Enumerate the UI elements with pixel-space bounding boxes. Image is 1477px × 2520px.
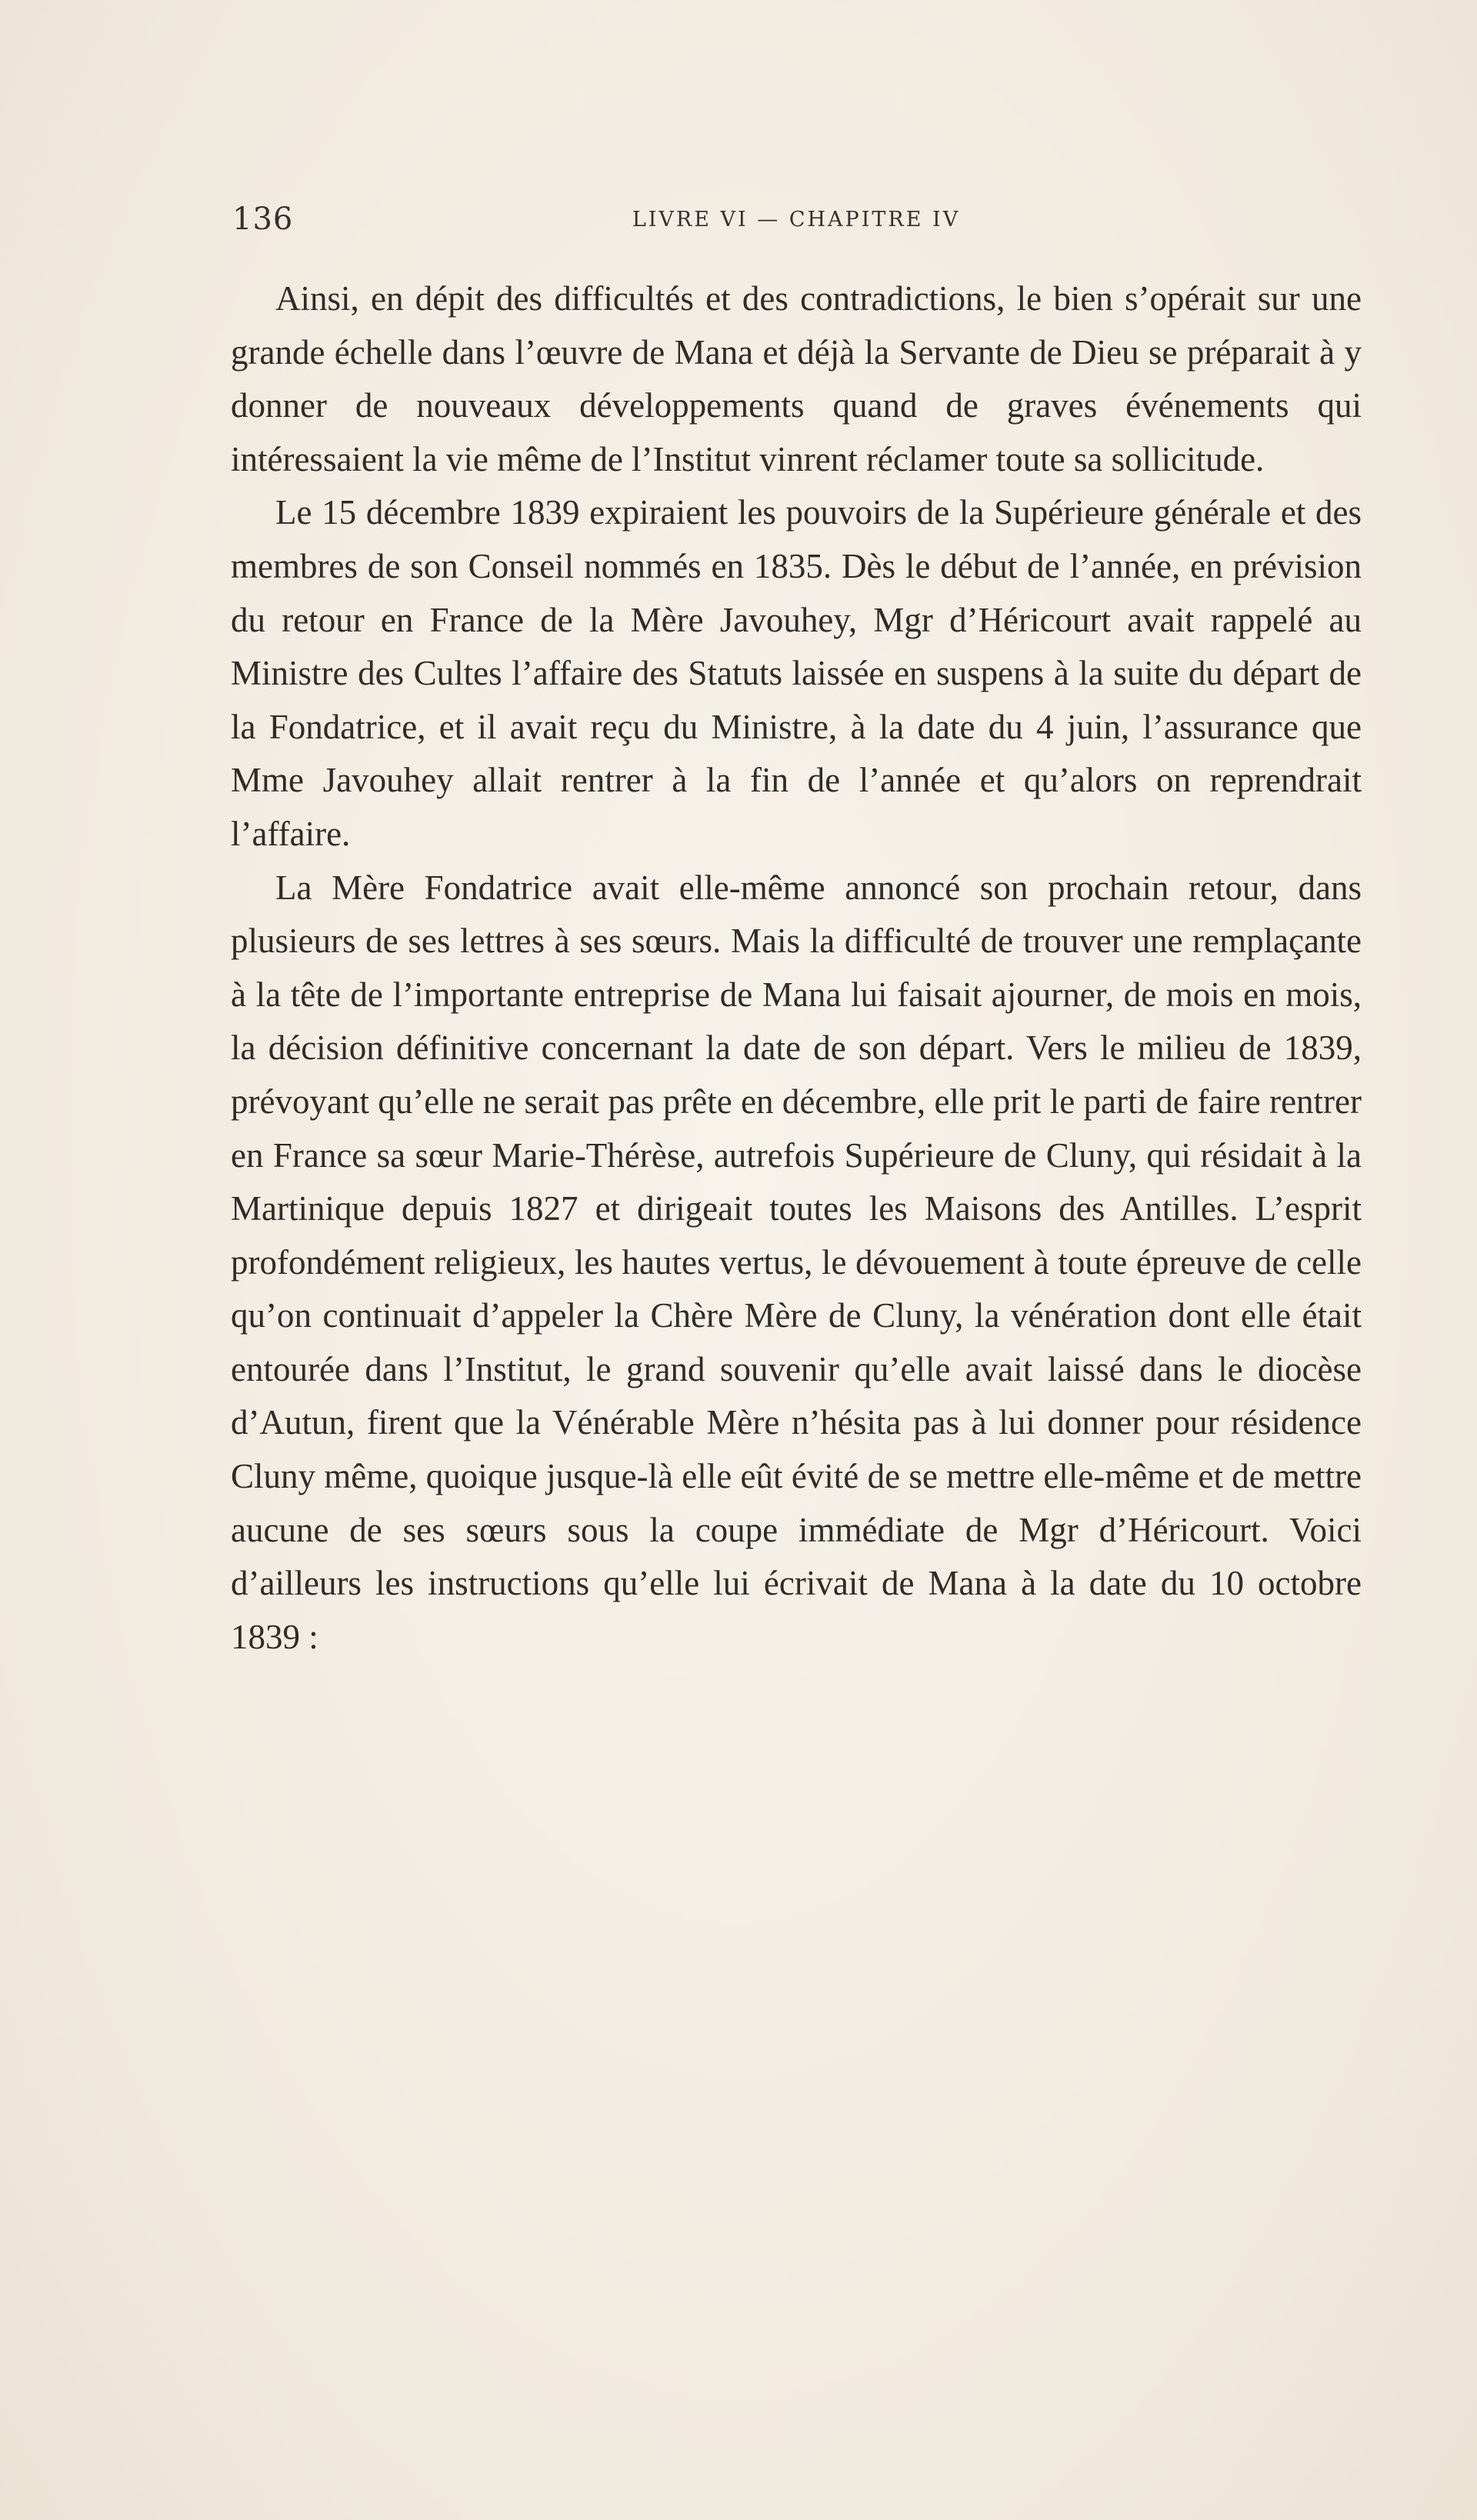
paragraph: La Mère Fondatrice avait elle-même annoncé son prochain retour, dans plusieurs de ses lettres à ses sœurs. Mais la difficulté de trouver une remplaçante à la tête de l’importante entreprise de Mana lui faisait ajourner, de mois en mois, la décision définitive concernant la date de son départ. Vers le milieu de 1839, prévoyant qu’elle ne serait pas prête en décembre, elle prit le parti de faire rentrer en France sa sœur Marie-Thérèse, autrefois Supérieure de Cluny, qui résidait à la Martinique depuis 1827 et dirigeait toutes les Maisons des Antilles. L’esprit profondément religieux, les hautes vertus, le dévouement à toute épreuve de celle qu’on continuait d’appeler la Chère Mère de Cluny, la vénération dont elle était entourée dans l’Institut, le grand souvenir qu’elle avait laissé dans le diocèse d’Autun, firent que la Vénérable Mère n’hésita pas à lui donner pour résidence Cluny même, quoique jusque-là elle eût évité de se mettre elle-même et de mettre aucune de ses sœurs sous la coupe immédiate de Mgr d’Héricourt. Voici d’ailleurs les instructions qu’elle lui écrivait de Mana à la date du 10 octobre 1839 : [231,868,1362,1656]
paragraph: Ainsi, en dépit des difficultés et des contradictions, le bien s’opérait sur une grande échelle dans l’œuvre de Mana et déjà la Servante de Dieu se préparait à y donner de nouveaux développements quand de graves événements qui intéressaient la vie même de l’Institut vinrent réclamer toute sa sollicitude. [231,279,1362,478]
paragraph: Le 15 décembre 1839 expiraient les pouvoirs de la Supérieure générale et des membres de son Conseil nommés en 1835. Dès le début de l’année, en prévision du retour en France de la Mère Javouhey, Mgr d’Héricourt avait rappelé au Ministre des Cultes l’affaire des Statuts laissée en suspens à la suite du départ de la Fondatrice, et il avait reçu du Ministre, à la date du 4 juin, l’assurance que Mme Javouhey allait rentrer à la fin de l’année et qu’alors on reprendrait l’affaire. [231,493,1362,853]
page-number: 136 [232,202,294,237]
chapter-title: LIVRE VI — CHAPITRE IV [632,208,961,232]
running-head [231,202,1362,248]
body-text [231,272,1362,1664]
